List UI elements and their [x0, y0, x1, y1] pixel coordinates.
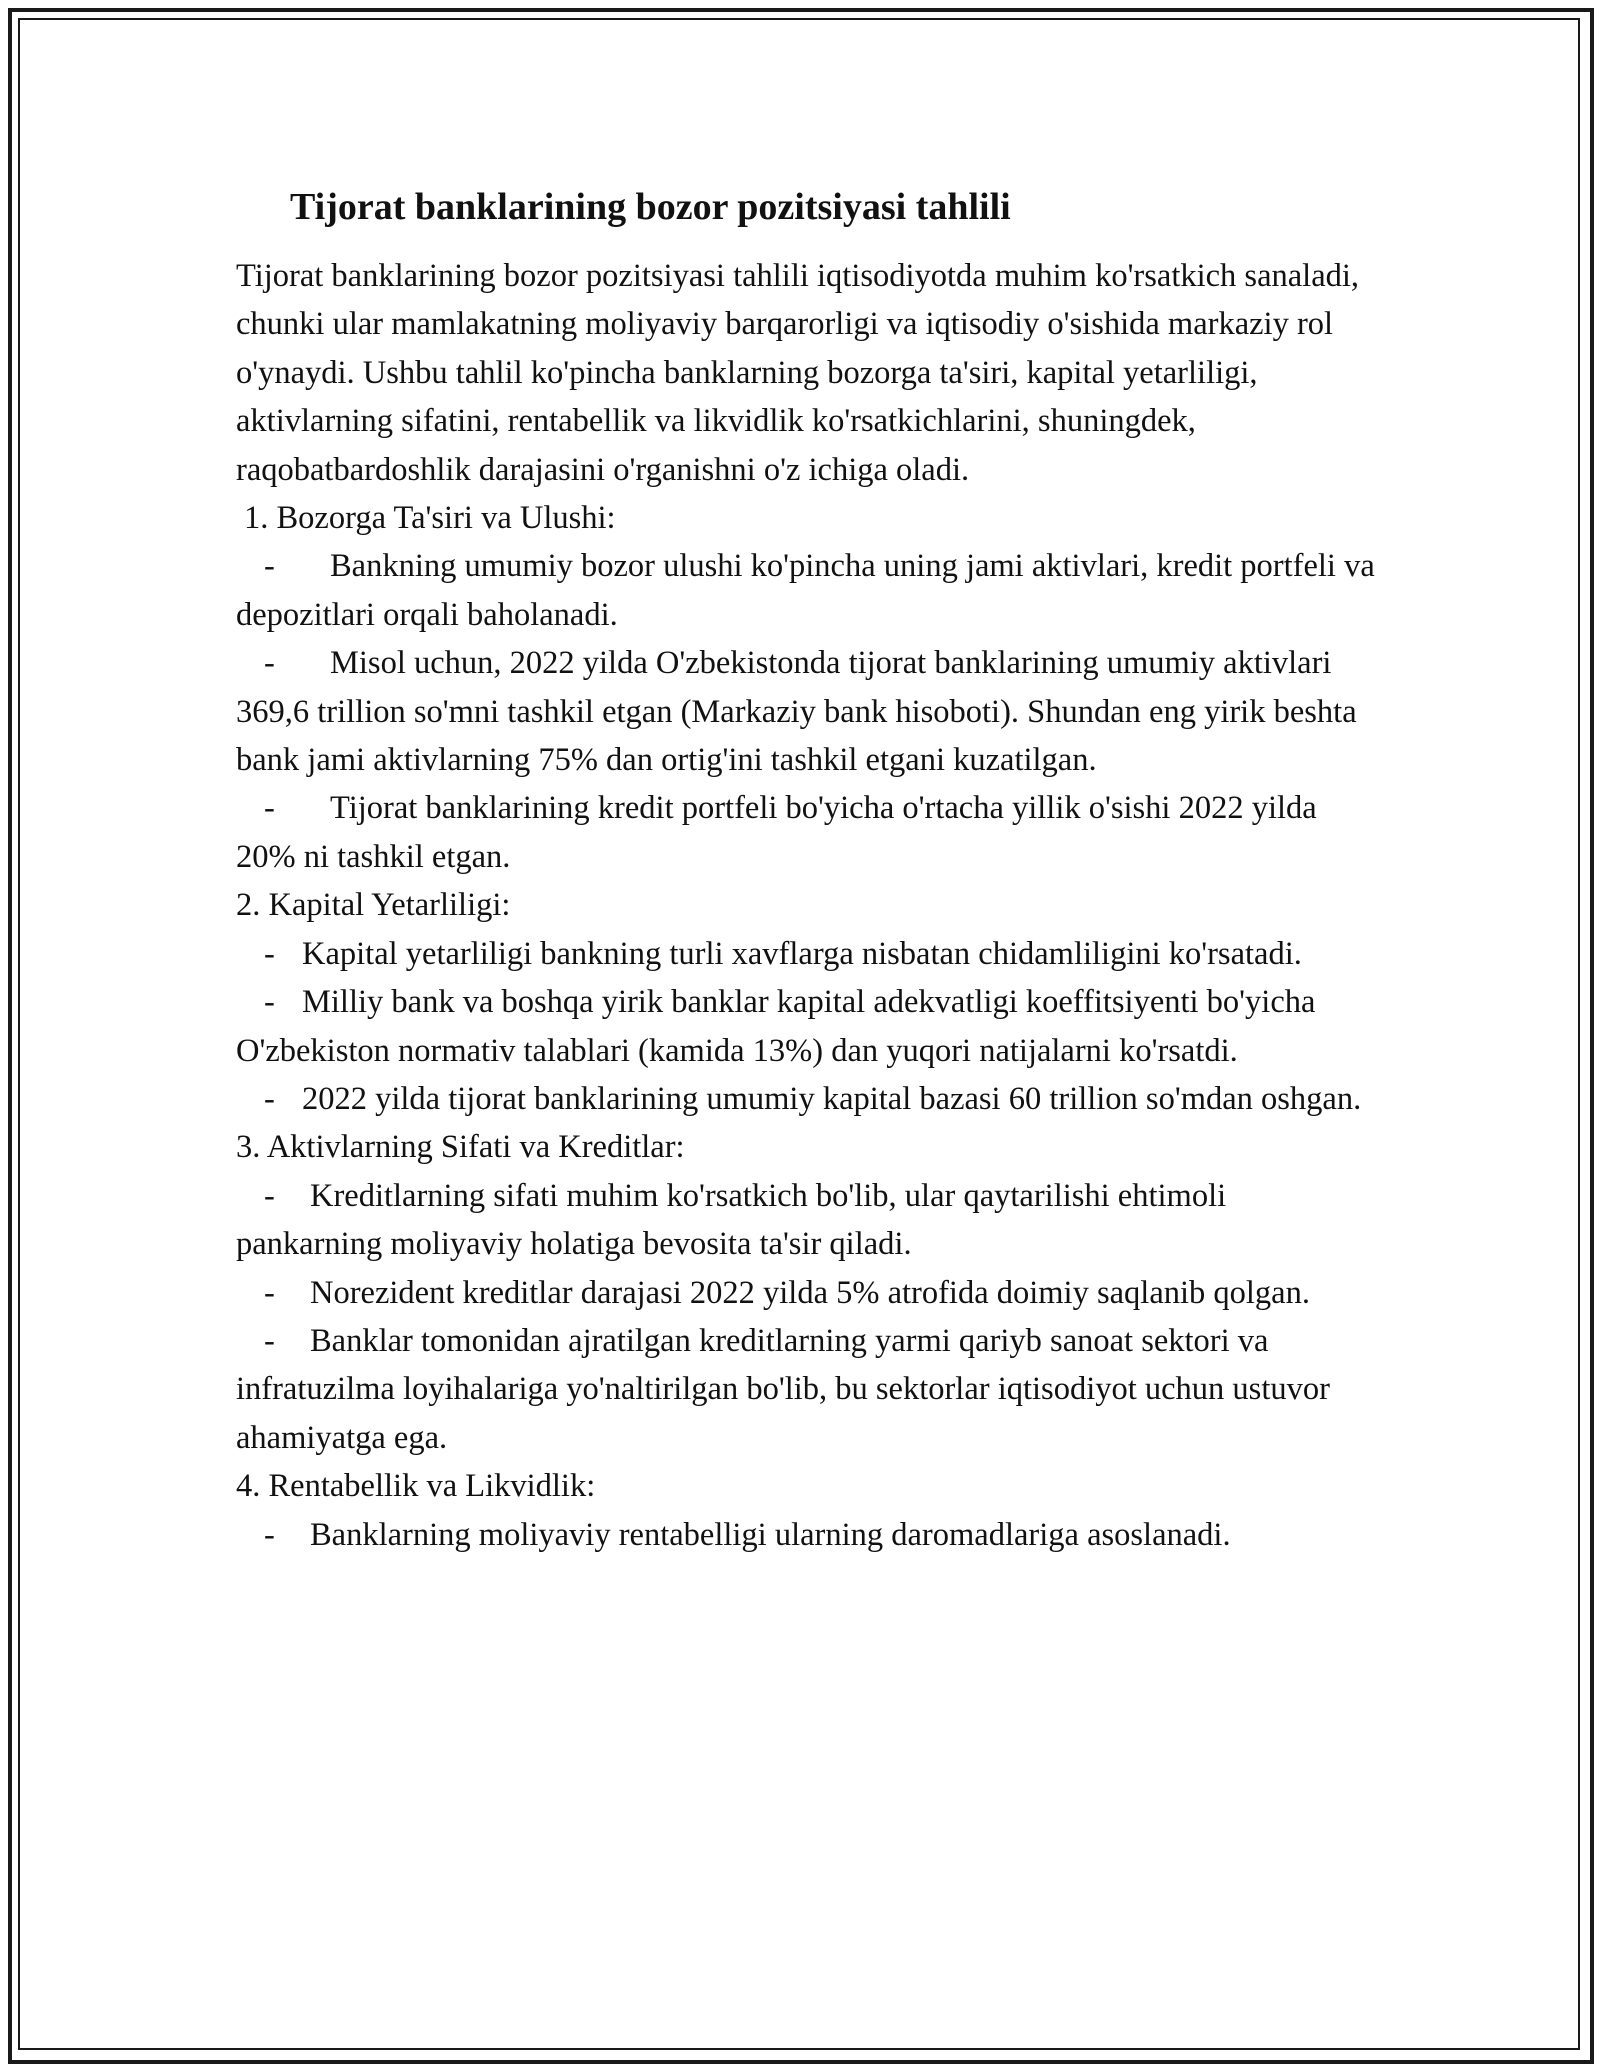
bullet-marker: -: [264, 1516, 275, 1553]
document-body: [236, 184, 1376, 1559]
bullet-marker: -: [264, 790, 275, 827]
bullet-item: [236, 639, 1376, 784]
section-2: [236, 881, 1376, 1123]
bullet-marker: -: [264, 984, 275, 1021]
bullet-text: Milliy bank va boshqa yirik banklar kapital adekvatligi koeffitsiyenti bo'yicha O'zbekiston normativ talablari (kamida 13%) dan yuqori natijalarni ko'rsatdi.: [236, 984, 1316, 1069]
document-title: Tijorat banklarining bozor pozitsiyasi tahlili: [290, 186, 1011, 228]
bullet-marker: -: [264, 1177, 275, 1214]
bullet-text: Kapital yetarliligi bankning turli xavflarga nisbatan chidamliligini ko'rsatadi.: [302, 935, 1302, 972]
bullet-item: [236, 978, 1376, 1075]
section-3: [236, 1123, 1376, 1462]
section-heading: 1. Bozorga Ta'siri va Ulushi:: [244, 500, 616, 537]
bullet-item: [236, 1511, 1376, 1559]
bullet-text: Banklar tomonidan ajratilgan kreditlarning yarmi qariyb sanoat sektori va infratuzilma loyihalariga yo'naltirilgan bo'lib, bu sektorlar iqtisodiyot uchun ustuvor ahamiyatga ega.: [236, 1322, 1330, 1456]
bullet-item: [236, 542, 1376, 639]
section-heading: 3. Aktivlarning Sifati va Kreditlar:: [236, 1129, 685, 1166]
bullet-text: Misol uchun, 2022 yilda O'zbekistonda tijorat banklarining umumiy aktivlari 369,6 trillion so'mni tashkil etgan (Markaziy bank hisoboti). Shundan eng yirik beshta bank jami aktivlarning 75% dan ortig'ini tashkil etgani kuzatilgan.: [236, 645, 1357, 779]
bullet-item: [236, 1172, 1376, 1269]
bullet-item: [236, 784, 1376, 881]
bullet-item: [236, 1269, 1376, 1317]
bullet-marker: -: [264, 645, 275, 682]
bullet-text: Tijorat banklarining kredit portfeli bo'yicha o'rtacha yillik o'sishi 2022 yilda 20% ni tashkil etgan.: [236, 790, 1317, 875]
bullet-text: 2022 yilda tijorat banklarining umumiy kapital bazasi 60 trillion so'mdan oshgan.: [302, 1080, 1362, 1117]
bullet-marker: -: [264, 1274, 275, 1311]
section-heading: 2. Kapital Yetarliligi:: [236, 887, 511, 924]
bullet-item: [236, 1317, 1376, 1462]
section-4: [236, 1462, 1376, 1559]
bullet-marker: -: [264, 548, 275, 585]
bullet-marker: -: [264, 1322, 275, 1359]
intro-paragraph: Tijorat banklarining bozor pozitsiyasi tahlili iqtisodiyotda muhim ko'rsatkich sanaladi, chunki ular mamlakatning moliyaviy barqarorligi va iqtisodiy o'sishida markaziy rol o'ynaydi. Ushbu tahlil ko'pincha banklarning bozorga ta'siri, kapital yetarliligi, aktivlarning sifatini, rentabellik va likvidlik ko'rsatkichlarini, shuningdek, raqobatbardoshlik darajasini o'rganishni o'z ichiga oladi.: [236, 258, 1360, 488]
bullet-item: [236, 930, 1376, 978]
section-heading: 4. Rentabellik va Likvidlik:: [236, 1468, 596, 1505]
bullet-item: [236, 1075, 1376, 1123]
bullet-marker: -: [264, 1080, 275, 1117]
bullet-text: Kreditlarning sifati muhim ko'rsatkich bo'lib, ular qaytarilishi ehtimoli pankarning moliyaviy holatiga bevosita ta'sir qiladi.: [236, 1177, 1227, 1263]
bullet-marker: -: [264, 935, 275, 972]
bullet-text: Norezident kreditlar darajasi 2022 yilda 5% atrofida doimiy saqlanib qolgan.: [310, 1274, 1310, 1311]
section-1: [236, 494, 1376, 881]
bullet-text: Bankning umumiy bozor ulushi ko'pincha uning jami aktivlari, kredit portfeli va depozitlari orqali baholanadi.: [236, 548, 1375, 633]
bullet-text: Banklarning moliyaviy rentabelligi ularning daromadlariga asoslanadi.: [310, 1516, 1231, 1553]
